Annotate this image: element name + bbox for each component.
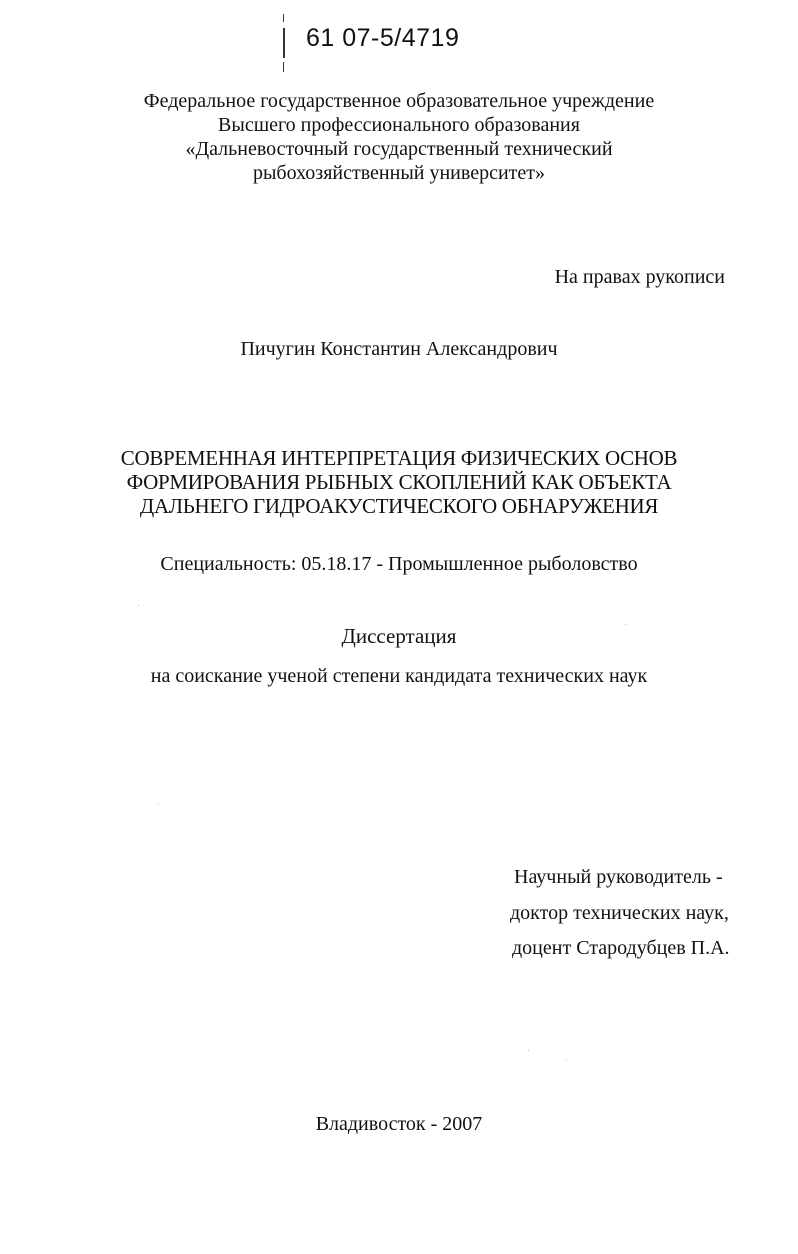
institution-line-4: рыбохозяйственный университет» bbox=[252, 162, 546, 184]
supervisor-line-2: доктор технических наук, bbox=[510, 902, 729, 924]
institution-line-3: «Дальневосточный государственный технический bbox=[185, 138, 613, 160]
degree: на соискание ученой степени кандидата технических наук bbox=[150, 665, 648, 687]
manuscript-note: На правах рукописи bbox=[554, 266, 725, 288]
institution-line-2: Высшего профессионального образования bbox=[218, 114, 580, 136]
stamp-number: 61 07-5/4719 bbox=[306, 24, 460, 52]
dissertation-title-line-1: СОВРЕМЕННАЯ ИНТЕРПРЕТАЦИЯ ФИЗИЧЕСКИХ ОСНОВ bbox=[120, 446, 678, 470]
specialty: Специальность: 05.18.17 - Промышленное рыболовство bbox=[160, 553, 638, 575]
author-name: Пичугин Константин Александрович bbox=[240, 338, 558, 360]
document-type: Диссертация bbox=[341, 624, 457, 648]
scan-speck bbox=[138, 605, 139, 606]
dissertation-title-line-3: ДАЛЬНЕГО ГИДРОАКУСТИЧЕСКОГО ОБНАРУЖЕНИЯ bbox=[139, 494, 659, 518]
stamp-rule-top bbox=[283, 14, 284, 22]
stamp-rule bbox=[283, 28, 285, 58]
scan-speck bbox=[625, 624, 626, 625]
scan-speck bbox=[566, 1060, 567, 1061]
stamp-rule-bottom bbox=[283, 62, 284, 72]
scan-speck bbox=[158, 804, 159, 805]
city-year: Владивосток - 2007 bbox=[315, 1113, 483, 1135]
supervisor-line-3: доцент Стародубцев П.А. bbox=[512, 937, 730, 959]
scan-speck bbox=[528, 1050, 529, 1051]
supervisor-line-1: Научный руководитель - bbox=[514, 866, 723, 888]
dissertation-title-line-2: ФОРМИРОВАНИЯ РЫБНЫХ СКОПЛЕНИЙ КАК ОБЪЕКТА bbox=[126, 470, 672, 494]
institution-line-1: Федеральное государственное образовательное учреждение bbox=[143, 90, 655, 112]
